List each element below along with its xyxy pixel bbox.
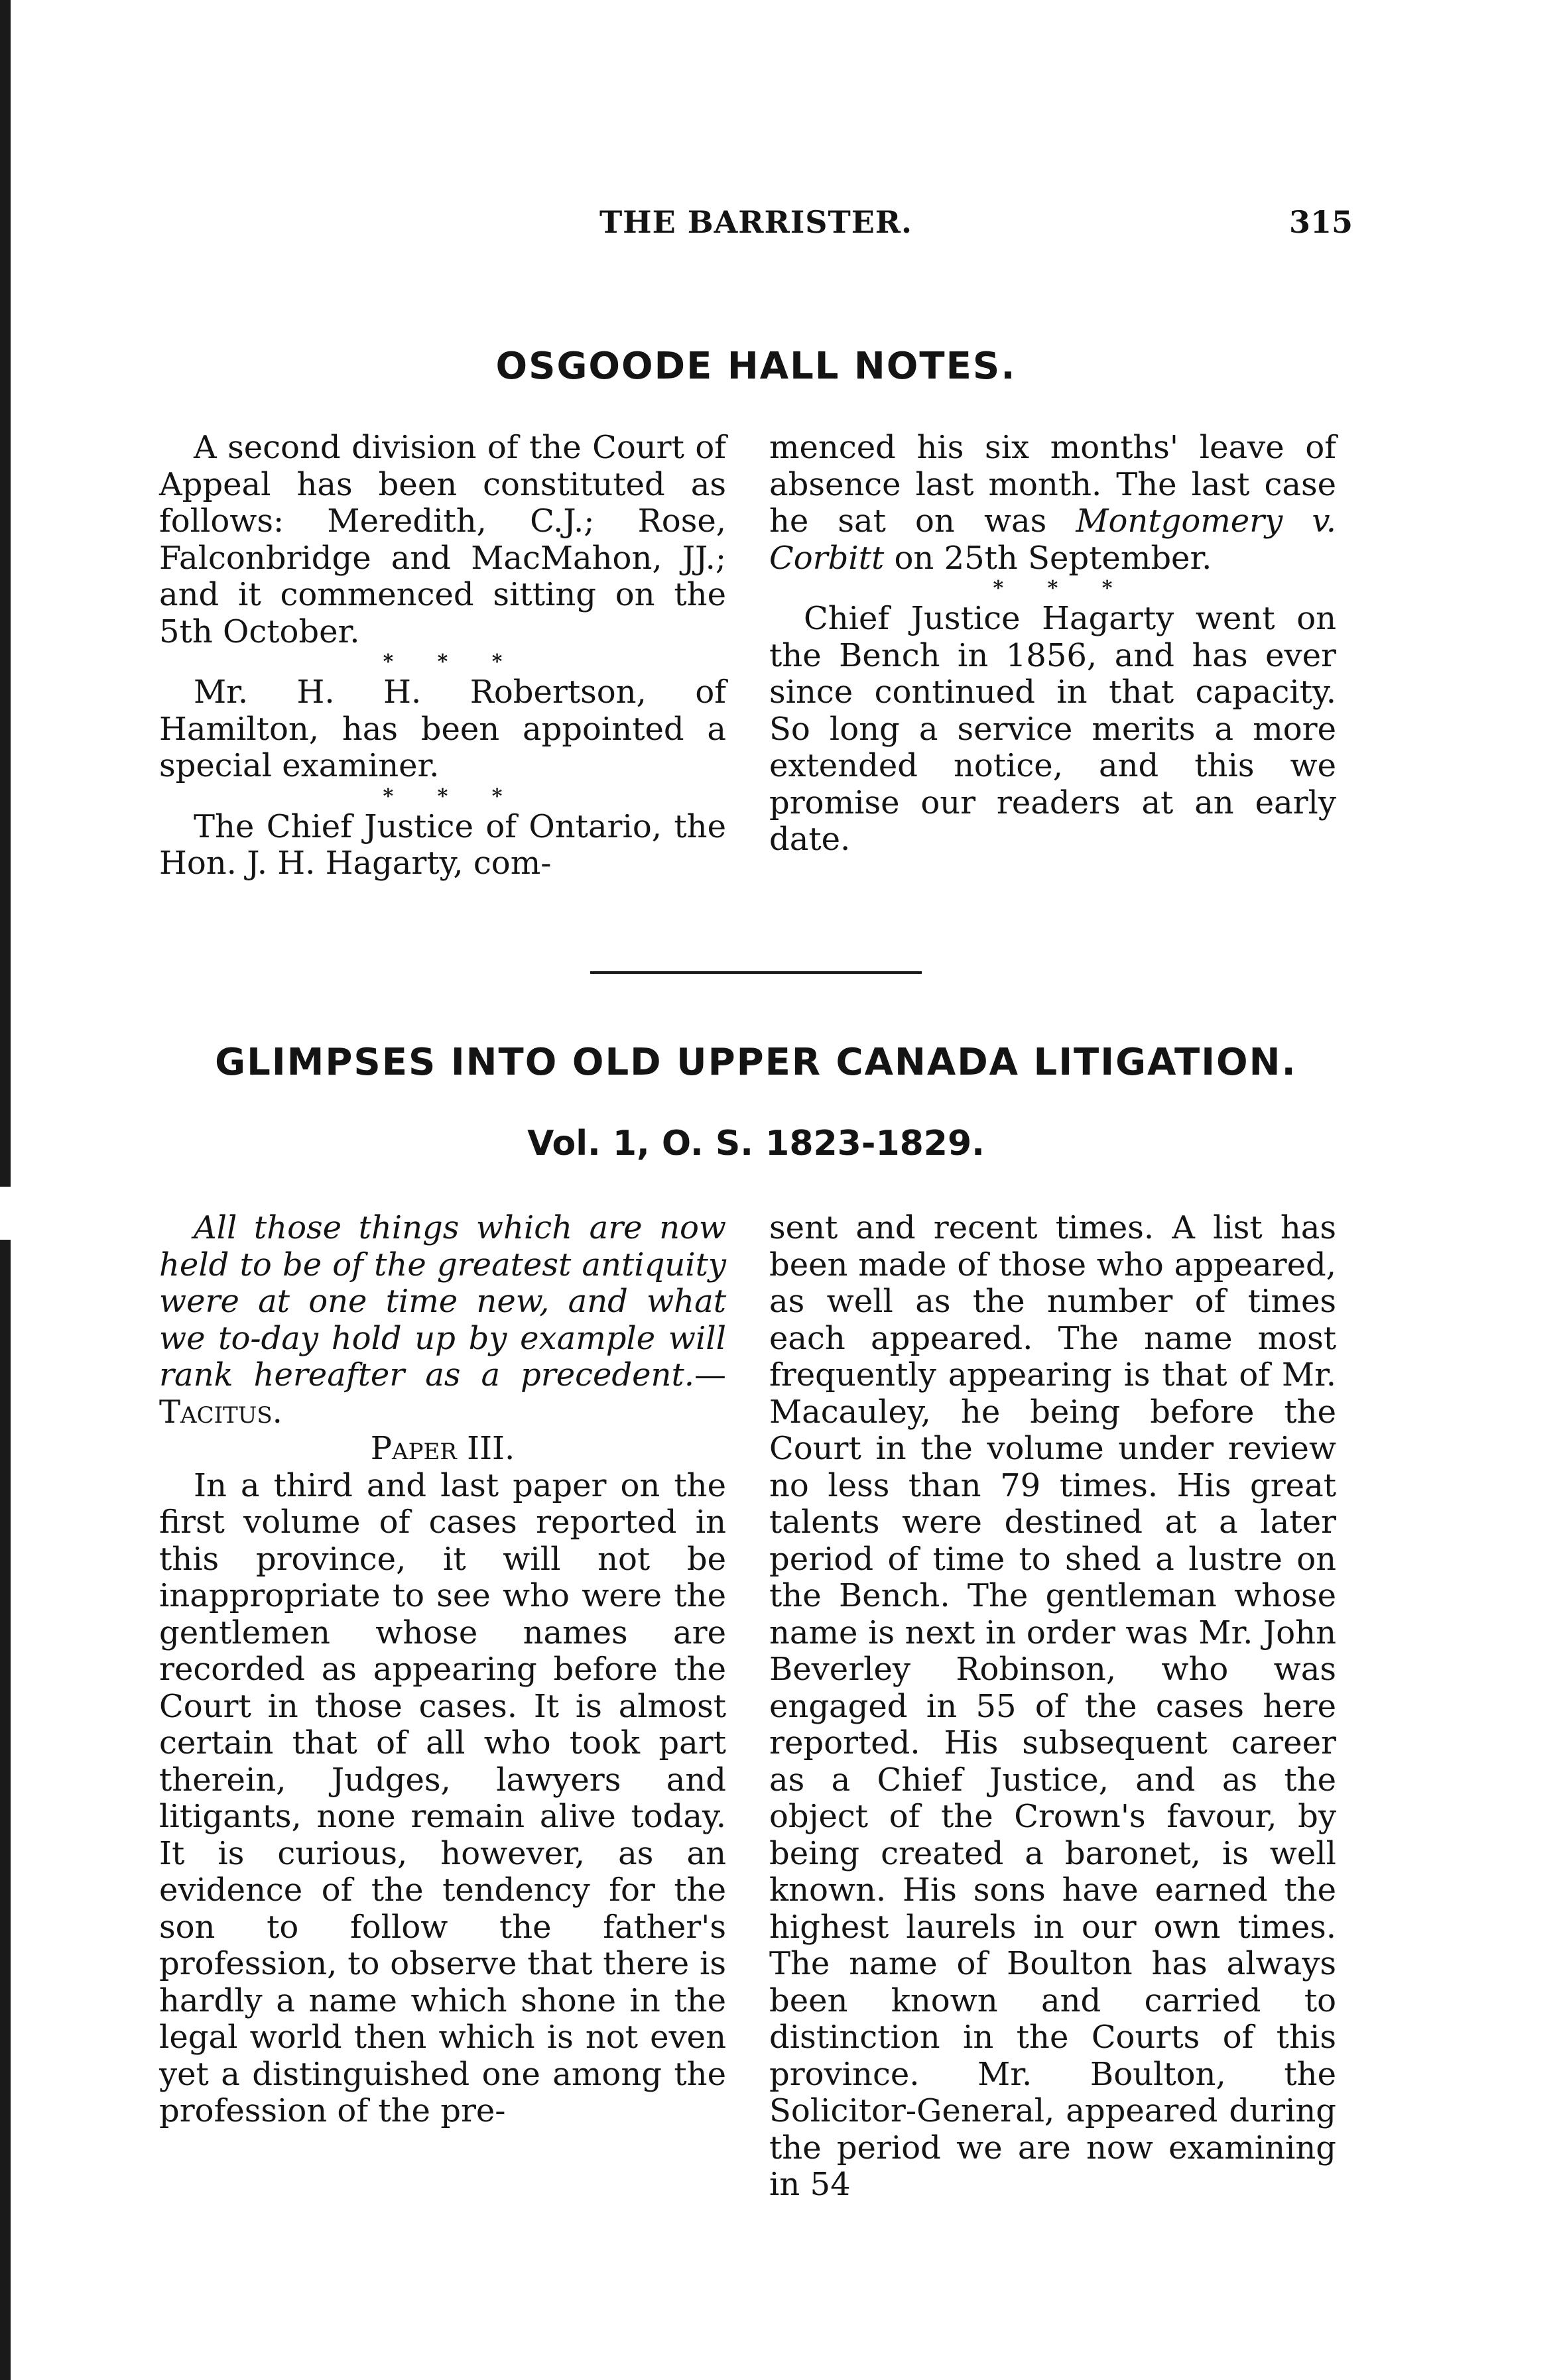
running-head (159, 199, 1353, 252)
glimpses-left-column (159, 1210, 726, 2130)
section-divider-stars: * * * (383, 784, 521, 808)
epigraph-text: All those things which are now held to be of the greatest antiquity were at one time new, and what we to-day hold up by example will rank hereafter as a precedent. (159, 1209, 726, 1394)
glimpses-body-right: sent and recent times. A list has been made of those who appeared, as well as the number of times each appeared. The name most frequently appearing is that of Mr. Macauley, he being before the Court in the volume under review no less than 79 times. His great talents were destined at a later period of time to shed a lustre on the Bench. The gentleman whose name is next in order was Mr. John Beverley Robinson, who was engaged in 55 of the cases here reported. His subsequent career as a Chief Justice, and as the object of the Crown's favour, by being created a baronet, is well known. His sons have earned the highest laurels in our own times. The name of Boulton has always been known and carried to distinction in the Courts of this province. Mr. Boulton, the Solicitor-General, appeared during the period we are now examining in 54 (769, 1209, 1336, 2203)
osgoode-left-column (159, 430, 726, 882)
volume-line: Vol. 1, O. S. 1823-1829. (527, 1124, 985, 1163)
section-divider-stars: * * * (993, 577, 1131, 600)
page-edge-gap (0, 1187, 11, 1240)
paper-heading: Paper III. (370, 1430, 515, 1467)
epigraph (159, 1210, 726, 1431)
osgoode-right-column (769, 430, 1336, 859)
epigraph-author: —Tacitus. (159, 1356, 726, 1431)
section-rule (590, 971, 922, 974)
section-title-glimpses: GLIMPSES INTO OLD UPPER CANADA LITIGATION. (215, 1041, 1297, 1084)
glimpses-body-left: In a third and last paper on the first volume of cases reported in this province, it will not be inappropriate to see who were the gentlemen whose names are recorded as appearing before the Court in those cases. It is almost certain that of all who took part therein, Judges, lawyers and litigants, none remain alive today. It is curious, however, as an evidence of the tendency for the son to follow the father's profession, to observe that there is hardly a name which shone in the legal world then which is not even yet a distinguished one among the profession of the pre- (159, 1466, 726, 2129)
osgoode-note-hagarty-leave: The Chief Justice of Ontario, the Hon. J. H. Hagarty, com- (159, 807, 726, 882)
journal-title: THE BARRISTER. (599, 204, 913, 240)
osgoode-note-court-of-appeal: A second division of the Court of Appeal has been constituted as follows: Meredith, C.J.; Rose, Falconbridge and MacMahon, JJ.; and it commenced sitting on the 5th October. (159, 429, 726, 650)
note-text-end: on 25th September. (884, 539, 1212, 577)
section-title-osgoode: OSGOODE HALL NOTES. (495, 345, 1017, 388)
note-text: menced his six months' leave of absence last month. The last case he sat on was (769, 429, 1336, 540)
osgoode-note-hagarty-leave-cont (769, 430, 1336, 577)
osgoode-note-robertson: Mr. H. H. Robertson, of Hamilton, has been appointed a special examiner. (159, 674, 726, 784)
section-divider-stars: * * * (383, 650, 521, 674)
glimpses-right-column (769, 1210, 1336, 2204)
case-name: Montgomery v. Corbitt (769, 503, 1337, 577)
page-number: 315 (1288, 204, 1353, 240)
osgoode-note-hagarty-career: Chief Justice Hagarty went on the Bench in 1856, and has ever since continued in that capacity. So long a service merits a more extended notice, and this we promise our readers at an early date. (769, 600, 1336, 858)
